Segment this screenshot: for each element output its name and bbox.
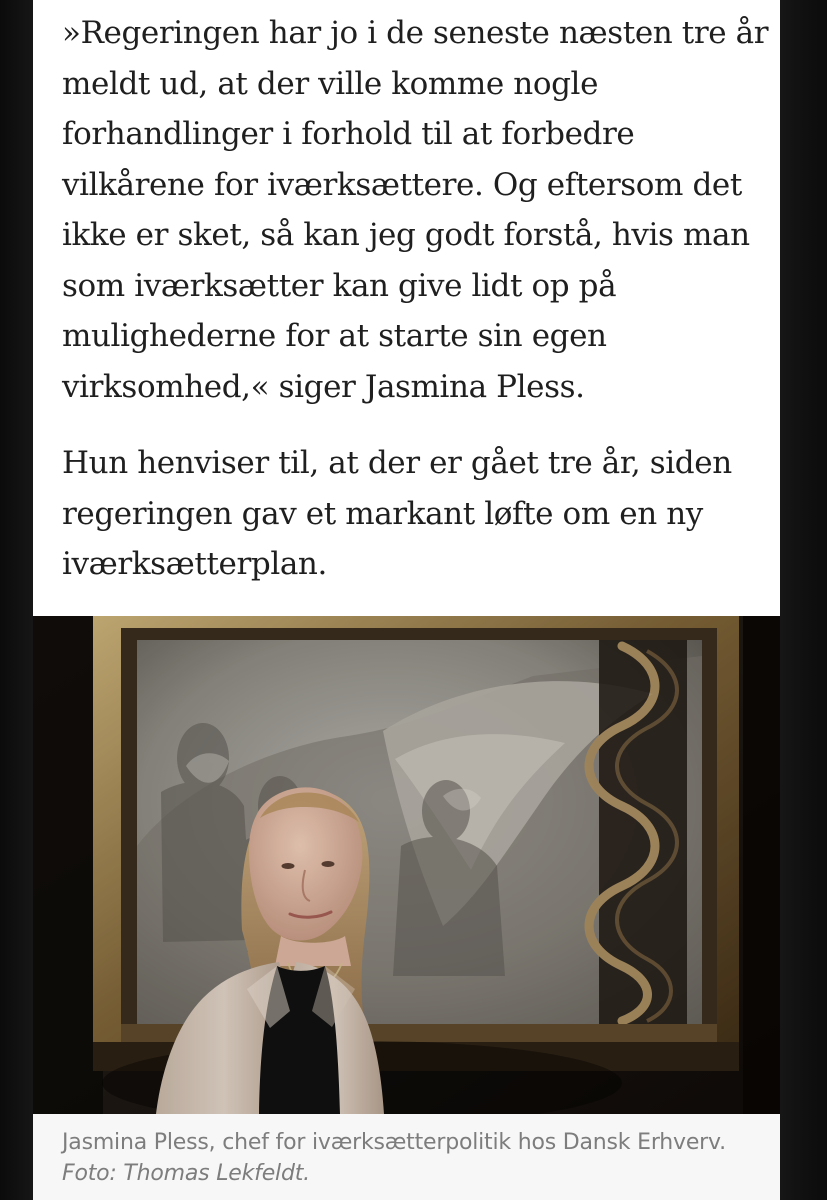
context-paragraph — [62, 438, 762, 590]
paragraph-line: virksomhed,« siger Jasmina Pless. — [62, 368, 585, 405]
paragraph-line: vilkårene for iværksættere. Og eftersom det — [62, 166, 742, 203]
paragraph-line: mulighederne for at starte sin egen — [62, 318, 607, 354]
paragraph-line: ikke er sket, så kan jeg godt forstå, hvis man — [62, 217, 750, 253]
article-body — [33, 0, 780, 616]
photo-credit: Foto: Thomas Lekfeldt. — [62, 1161, 310, 1186]
paragraph-line: meldt ud, at der ville komme nogle — [62, 65, 599, 102]
paragraph-line: regeringen gav et markant løfte om en ny — [62, 495, 703, 532]
portrait-photo — [33, 616, 780, 1114]
paragraph-line: forhandlinger i forhold til at forbedre — [62, 116, 635, 152]
paragraph-line: »Regeringen har jo i de seneste næsten tre år — [62, 15, 769, 51]
paragraph-line: som iværksætter kan give lidt op på — [62, 267, 617, 304]
paragraph-line: iværksætterplan. — [62, 546, 327, 582]
quote-paragraph — [62, 8, 769, 412]
caption-text: Jasmina Pless, chef for iværksætterpolitik hos Dansk Erhverv. — [62, 1130, 726, 1155]
photo-caption — [33, 1114, 780, 1200]
article-text — [62, 8, 769, 590]
article-photo[interactable] — [33, 616, 780, 1114]
paragraph-line: Hun henviser til, at der er gået tre år, siden — [62, 445, 732, 481]
